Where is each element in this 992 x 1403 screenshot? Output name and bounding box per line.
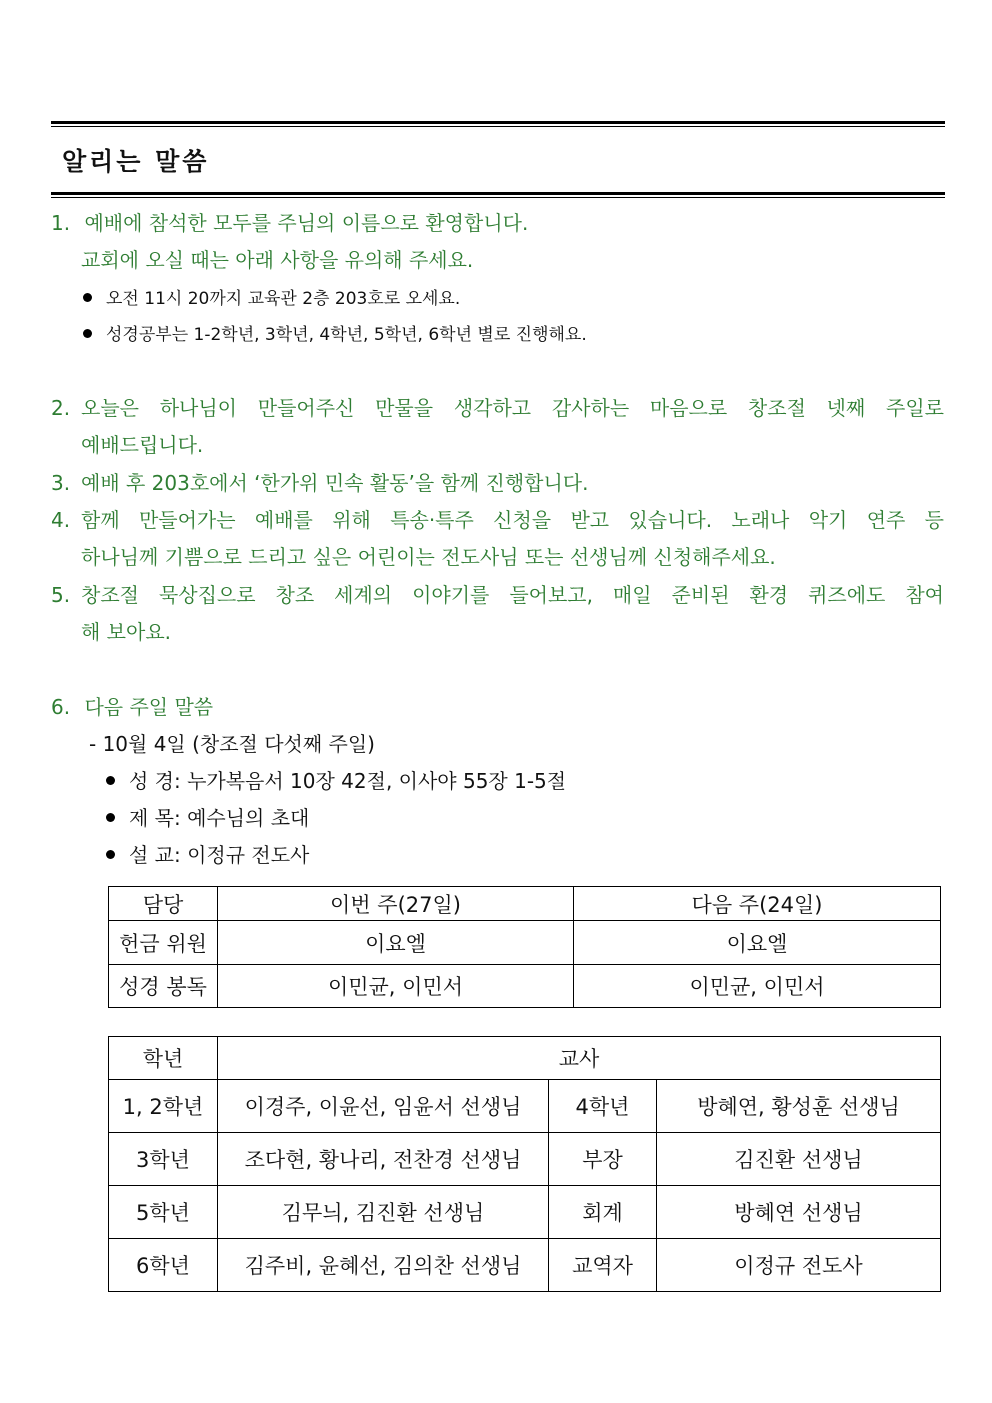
table-cell: 교역자 [549,1239,657,1292]
table-cell: 이정규 전도사 [657,1239,941,1292]
table-header-row [109,1037,941,1080]
item-1-text: 예배에 참석한 모두를 주님의 이름으로 환영합니다. [84,211,529,235]
table-cell: 회계 [549,1186,657,1239]
table-cell: 부장 [549,1133,657,1186]
table-row [109,1080,941,1133]
next-sunday-bullet [106,768,566,794]
preacher-text: 설 교: 이정규 전도사 [129,843,310,867]
item-6 [51,694,213,720]
table-cell: 4학년 [549,1080,657,1133]
heading-rule [51,192,945,198]
item-1-bullet [83,322,587,348]
scripture-text: 성 경: 누가복음서 10장 42절, 이사야 55장 1-5절 [129,769,567,793]
table-cell: 김진환 선생님 [657,1133,941,1186]
item-2-line-2: 예배드립니다. [81,433,204,457]
table-cell: 5학년 [109,1186,218,1239]
item-3-number: 3. [51,471,71,495]
bullet-icon [83,293,92,302]
item-5-line-1: 창조절 묵상집으로 창조 세계의 이야기를 들어보고, 매일 준비된 환경 퀴즈에도 참여 [81,583,944,607]
table-cell: 방혜연 선생님 [657,1186,941,1239]
table-header-cell: 다음 주(24일) [574,887,941,921]
sermon-title-text: 제 목: 예수님의 초대 [129,806,310,830]
next-sunday-bullet [106,805,309,831]
item-4-line-1: 함께 만들어가는 예배를 위해 특송·특주 신청을 받고 있습니다. 노래나 악기 연주 등 [81,508,944,532]
item-1 [51,210,528,236]
bullet-text: 오전 11시 20까지 교육관 2층 203호로 오세요. [106,289,461,309]
bullet-text: 성경공부는 1-2학년, 3학년, 4학년, 5학년, 6학년 별로 진행해요. [106,325,587,345]
table-cell: 이요엘 [574,921,941,965]
next-sunday-bullet [106,842,309,868]
table-row [109,1186,941,1239]
item-1-number: 1. [51,211,71,235]
item-2-line-1: 오늘은 하나님이 만들어주신 만물을 생각하고 감사하는 마음으로 창조절 넷째 주일로 [81,396,944,420]
table-header-cell: 교사 [218,1037,941,1080]
table-row [109,1239,941,1292]
item-6-number: 6. [51,695,71,719]
item-1-bullet [83,286,460,312]
bullet-icon [106,850,115,859]
item-6-text: 다음 주일 말씀 [84,695,214,719]
table-cell: 이요엘 [218,921,574,965]
table-header-cell: 담당 [109,887,218,921]
table-cell: 성경 봉독 [109,965,218,1008]
top-rule [51,121,945,127]
item-3-line-1: 예배 후 203호에서 ‘한가위 민속 활동’을 함께 진행합니다. [81,471,589,495]
item-5-number: 5. [51,583,71,607]
table-row [109,1133,941,1186]
table-cell: 김주비, 윤혜선, 김의찬 선생님 [218,1239,549,1292]
table-cell: 1, 2학년 [109,1080,218,1133]
table-cell: 이민균, 이민서 [218,965,574,1008]
table-cell: 조다현, 황나리, 전찬경 선생님 [218,1133,549,1186]
table-cell: 3학년 [109,1133,218,1186]
table-cell: 6학년 [109,1239,218,1292]
table-header-cell: 이번 주(27일) [218,887,574,921]
item-5-line-2: 해 보아요. [81,620,171,644]
item-2-number: 2. [51,396,71,420]
table-row [109,965,941,1008]
duty-table [108,886,941,1008]
item-1-subtext: 교회에 오실 때는 아래 사항을 유의해 주세요. [81,248,474,272]
table-header-row [109,887,941,921]
table-cell: 이경주, 이윤선, 임윤서 선생님 [218,1080,549,1133]
table-row [109,921,941,965]
bullet-icon [106,776,115,785]
table-cell: 이민균, 이민서 [574,965,941,1008]
bullet-icon [83,329,92,338]
table-header-cell: 학년 [109,1037,218,1080]
next-sunday-date: - 10월 4일 (창조절 다섯째 주일) [89,732,375,756]
table-cell: 헌금 위원 [109,921,218,965]
bullet-icon [106,813,115,822]
table-cell: 방혜연, 황성훈 선생님 [657,1080,941,1133]
item-4-line-2: 하나님께 기쁨으로 드리고 싶은 어린이는 전도사님 또는 선생님께 신청해주세요. [81,545,776,569]
teacher-table [108,1036,941,1292]
item-4-number: 4. [51,508,71,532]
page-title: 알리는 말씀 [62,147,210,176]
table-cell: 김무늬, 김진환 선생님 [218,1186,549,1239]
